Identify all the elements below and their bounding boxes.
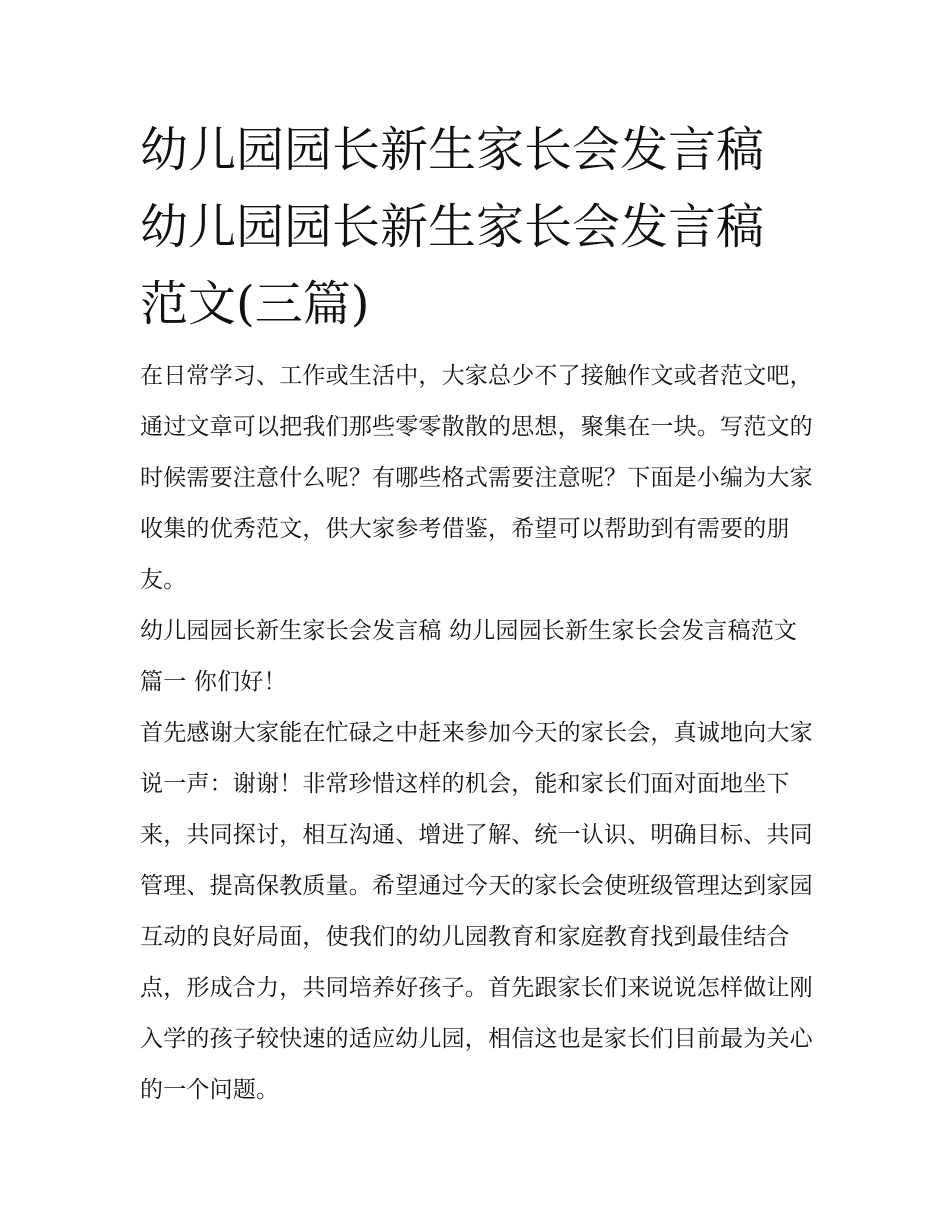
section-heading-paragraph: 幼儿园园长新生家长会发言稿 幼儿园园长新生家长会发言稿范文篇一 你们好！ — [140, 618, 798, 695]
document-title — [140, 112, 820, 343]
intro-paragraph: 在日常学习、工作或生活中，大家总少不了接触作文或者范文吧，通过文章可以把我们那些零零散散的思想，聚集在一块。写范文的时候需要注意什么呢？有哪些格式需要注意呢？下面是小编为大家收集的优秀范文，供大家参考借鉴，希望可以帮助到有需要的朋友。 — [140, 363, 813, 593]
title-line-1: 幼儿园园长新生家长会发言稿 — [140, 122, 765, 178]
title-line-3: 范文(三篇) — [140, 276, 370, 332]
document-page — [140, 112, 820, 1116]
body-paragraph: 首先感谢大家能在忙碌之中赶来参加今天的家长会，真诚地向大家说一声：谢谢！非常珍惜这样的机会，能和家长们面对面地坐下来，共同探讨，相互沟通、增进了解、统一认识、明确目标、共同管理、提高保教质量。希望通过今天的家长会使班级管理达到家园互动的良好局面，使我们的幼儿园教育和家庭教育找到最佳结合点，形成合力，共同培养好孩子。首先跟家长们来说说怎样做让刚入学的孩子较快速的适应幼儿园，相信这也是家长们目前最为关心的一个问题。 — [140, 720, 813, 1103]
title-line-2: 幼儿园园长新生家长会发言稿 — [140, 199, 765, 255]
